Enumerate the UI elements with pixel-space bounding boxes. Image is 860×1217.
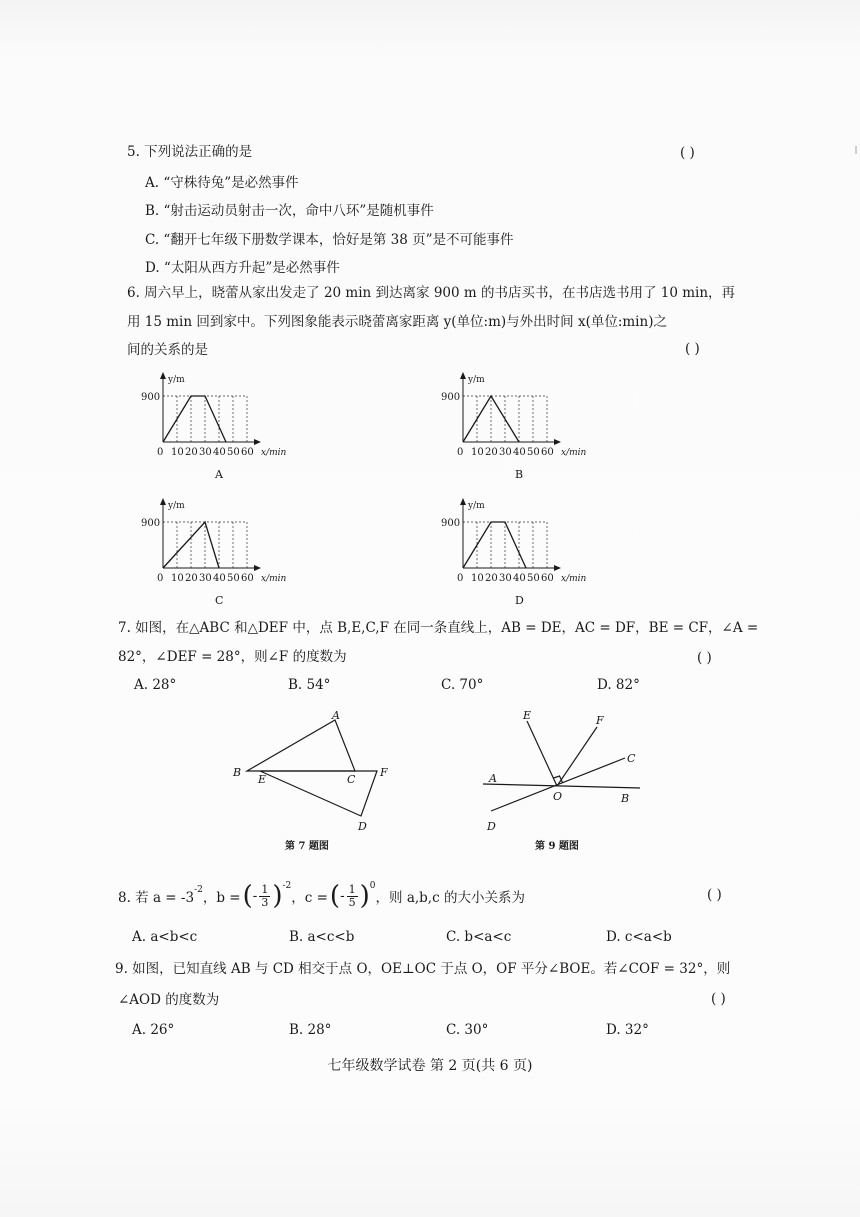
q8-tail: ，则 a,b,c 的大小关系为 — [375, 890, 525, 906]
y-axis-label: y/m — [468, 375, 485, 385]
x-tick-30: 30 — [199, 447, 212, 458]
q8-exp-a: -2 — [194, 885, 203, 895]
q8-c-left-paren: ( — [329, 881, 341, 911]
line-ab — [483, 784, 640, 788]
q8-c-right-paren: ) — [359, 881, 370, 911]
q8-b-fraction — [259, 884, 270, 909]
series-line-a — [163, 396, 226, 442]
x-tick-30: 30 — [499, 573, 512, 584]
x-tick-origin: 0 — [457, 447, 464, 458]
q8-b-numerator: 1 — [261, 882, 269, 896]
fig9-label-o: O — [553, 790, 563, 803]
q8-b-denominator: 3 — [261, 895, 269, 909]
fig9-caption: 第 9 题图 — [535, 841, 579, 852]
q8-b-right-paren: ) — [272, 881, 283, 911]
q8-option-b: B. a<c<b — [289, 929, 355, 945]
q8-c-prefix: ，c = — [291, 890, 328, 906]
x-axis-label: x/min — [261, 448, 287, 458]
figure-9 — [475, 705, 655, 855]
fig7-label-c: C — [347, 773, 356, 786]
q8-b-prefix: ，b = — [202, 890, 241, 906]
q7-line2: 82°，∠DEF = 28°，则∠F 的度数为 — [118, 649, 347, 665]
graph-option-label-b: B — [515, 468, 524, 481]
q7-line1: 7. 如图，在△ABC 和△DEF 中，点 B,E,C,F 在同一条直线上，AB = DE，AC = DF，BE = CF，∠A = — [118, 620, 759, 636]
page-footer: 七年级数学试卷 第 2 页(共 6 页) — [327, 1058, 533, 1074]
q8-exp-c: 0 — [369, 881, 376, 891]
x-axis-label: x/min — [561, 448, 587, 458]
q8-c-denominator: 5 — [348, 895, 356, 909]
q9-option-a: A. 26° — [132, 1022, 175, 1038]
y-axis-label: y/m — [468, 501, 485, 511]
x-tick-40: 40 — [213, 573, 226, 584]
x-axis-label: x/min — [261, 574, 287, 584]
x-tick-10: 10 — [471, 573, 484, 584]
graph-a — [135, 362, 310, 482]
y-tick-900: 900 — [441, 518, 461, 529]
q9-line2: ∠AOD 的度数为 — [118, 992, 220, 1008]
q5-option-d: D. “太阳从西方升起”是必然事件 — [145, 260, 340, 276]
q7-answer-paren: ( ) — [697, 650, 712, 666]
x-tick-30: 30 — [499, 447, 512, 458]
x-tick-40: 40 — [513, 573, 526, 584]
figure-7 — [225, 705, 405, 855]
q6-line3: 间的关系的是 — [127, 342, 208, 358]
y-axis-arrow — [460, 498, 466, 505]
q9-option-b: B. 28° — [289, 1022, 332, 1038]
q8-option-a: A. a<b<c — [132, 929, 198, 945]
q8-lhs: 8. 若 a = -3 — [118, 890, 195, 906]
graph-option-label-d: D — [515, 594, 524, 607]
y-tick-900: 900 — [141, 518, 161, 529]
x-tick-origin: 0 — [157, 573, 164, 584]
fig7-label-a: A — [332, 709, 340, 722]
x-tick-60: 60 — [541, 447, 554, 458]
y-axis-label: y/m — [168, 375, 185, 385]
x-tick-50: 50 — [527, 573, 540, 584]
q9-line1: 9. 如图，已知直线 AB 与 CD 相交于点 O，OE⊥OC 于点 O，OF 平分∠BOE。若∠COF = 32°，则 — [115, 961, 731, 977]
q6-line1: 6. 周六早上，晓蕾从家出发走了 20 min 到达离家 900 m 的书店买书，在书店选书用了 10 min，再 — [127, 285, 736, 301]
fig7-label-b: B — [233, 766, 242, 779]
series-line-b — [463, 396, 519, 442]
x-tick-60: 60 — [241, 573, 254, 584]
q8-option-c: C. b<a<c — [446, 929, 512, 945]
x-tick-40: 40 — [513, 447, 526, 458]
q8-option-d: D. c<a<b — [606, 929, 672, 945]
fig7-caption: 第 7 题图 — [285, 841, 329, 852]
q5-stem: 5. 下列说法正确的是 — [127, 144, 253, 160]
graph-option-label-c: C — [215, 594, 224, 607]
graph-b — [435, 362, 610, 482]
q9-answer-paren: ( ) — [711, 991, 726, 1007]
y-tick-900: 900 — [441, 392, 461, 403]
q8-b-minus: - — [252, 888, 258, 904]
q8-b-left-paren: ( — [242, 881, 253, 911]
q7-option-b: B. 54° — [288, 677, 331, 693]
q8-c-minus: - — [340, 888, 345, 904]
y-axis-arrow — [460, 372, 466, 379]
fig7-label-d: D — [358, 820, 367, 833]
x-tick-10: 10 — [471, 447, 484, 458]
q8-c-numerator: 1 — [348, 882, 356, 896]
q6-line2: 用 15 min 回到家中。下列图象能表示晓蕾离家距离 y(单位:m)与外出时间 x(单位:min)之 — [127, 314, 667, 330]
x-tick-50: 50 — [227, 573, 240, 584]
q5-option-b: B. “射击运动员射击一次，命中八环”是随机事件 — [145, 203, 434, 219]
series-line-d — [463, 522, 526, 568]
x-tick-20: 20 — [485, 447, 498, 458]
q9-option-d: D. 32° — [606, 1022, 649, 1038]
x-axis-arrow — [554, 565, 561, 571]
graph-d — [435, 488, 610, 608]
x-axis-arrow — [254, 439, 261, 445]
graph-c — [135, 488, 310, 608]
x-tick-10: 10 — [171, 447, 184, 458]
q8-answer-paren: ( ) — [707, 887, 722, 903]
triangle-abc — [247, 720, 355, 771]
x-tick-20: 20 — [185, 573, 198, 584]
scan-edge-mark — [855, 146, 857, 154]
fig9-label-b: B — [621, 792, 630, 805]
q5-option-c: C. “翻开七年级下册数学课本，恰好是第 38 页”是不可能事件 — [145, 232, 514, 248]
series-line-c — [163, 522, 219, 568]
x-tick-20: 20 — [485, 573, 498, 584]
x-axis-label: x/min — [561, 574, 587, 584]
fig7-label-e: E — [258, 773, 267, 786]
q8-exp-b: -2 — [282, 881, 292, 891]
x-tick-10: 10 — [171, 573, 184, 584]
y-axis-label: y/m — [168, 501, 185, 511]
y-axis-arrow — [160, 372, 166, 379]
y-axis-arrow — [160, 498, 166, 505]
x-tick-origin: 0 — [457, 573, 464, 584]
x-axis-arrow — [554, 439, 561, 445]
q5-answer-paren: ( ) — [680, 145, 695, 161]
fig9-label-f: F — [596, 714, 604, 727]
q8-stem — [118, 878, 525, 914]
fig9-label-c: C — [627, 752, 636, 765]
y-tick-900: 900 — [141, 392, 161, 403]
q7-option-a: A. 28° — [134, 677, 177, 693]
x-tick-60: 60 — [541, 573, 554, 584]
q7-option-c: C. 70° — [441, 677, 484, 693]
fig9-label-e: E — [523, 709, 532, 722]
q7-option-d: D. 82° — [597, 677, 640, 693]
triangle-def — [260, 771, 377, 816]
ray-oe — [527, 721, 557, 786]
q6-answer-paren: ( ) — [685, 341, 700, 357]
x-axis-arrow — [254, 565, 261, 571]
fig7-label-f: F — [380, 766, 388, 779]
graph-option-label-a: A — [215, 468, 223, 481]
q5-option-a: A. “守株待兔”是必然事件 — [145, 175, 299, 191]
fig9-label-a: A — [489, 772, 497, 785]
x-tick-30: 30 — [199, 573, 212, 584]
q8-c-fraction — [347, 884, 358, 909]
x-tick-60: 60 — [241, 447, 254, 458]
x-tick-50: 50 — [227, 447, 240, 458]
q9-option-c: C. 30° — [446, 1022, 489, 1038]
x-tick-20: 20 — [185, 447, 198, 458]
x-tick-origin: 0 — [157, 447, 164, 458]
x-tick-40: 40 — [213, 447, 226, 458]
fig9-label-d: D — [487, 820, 496, 833]
x-tick-50: 50 — [527, 447, 540, 458]
